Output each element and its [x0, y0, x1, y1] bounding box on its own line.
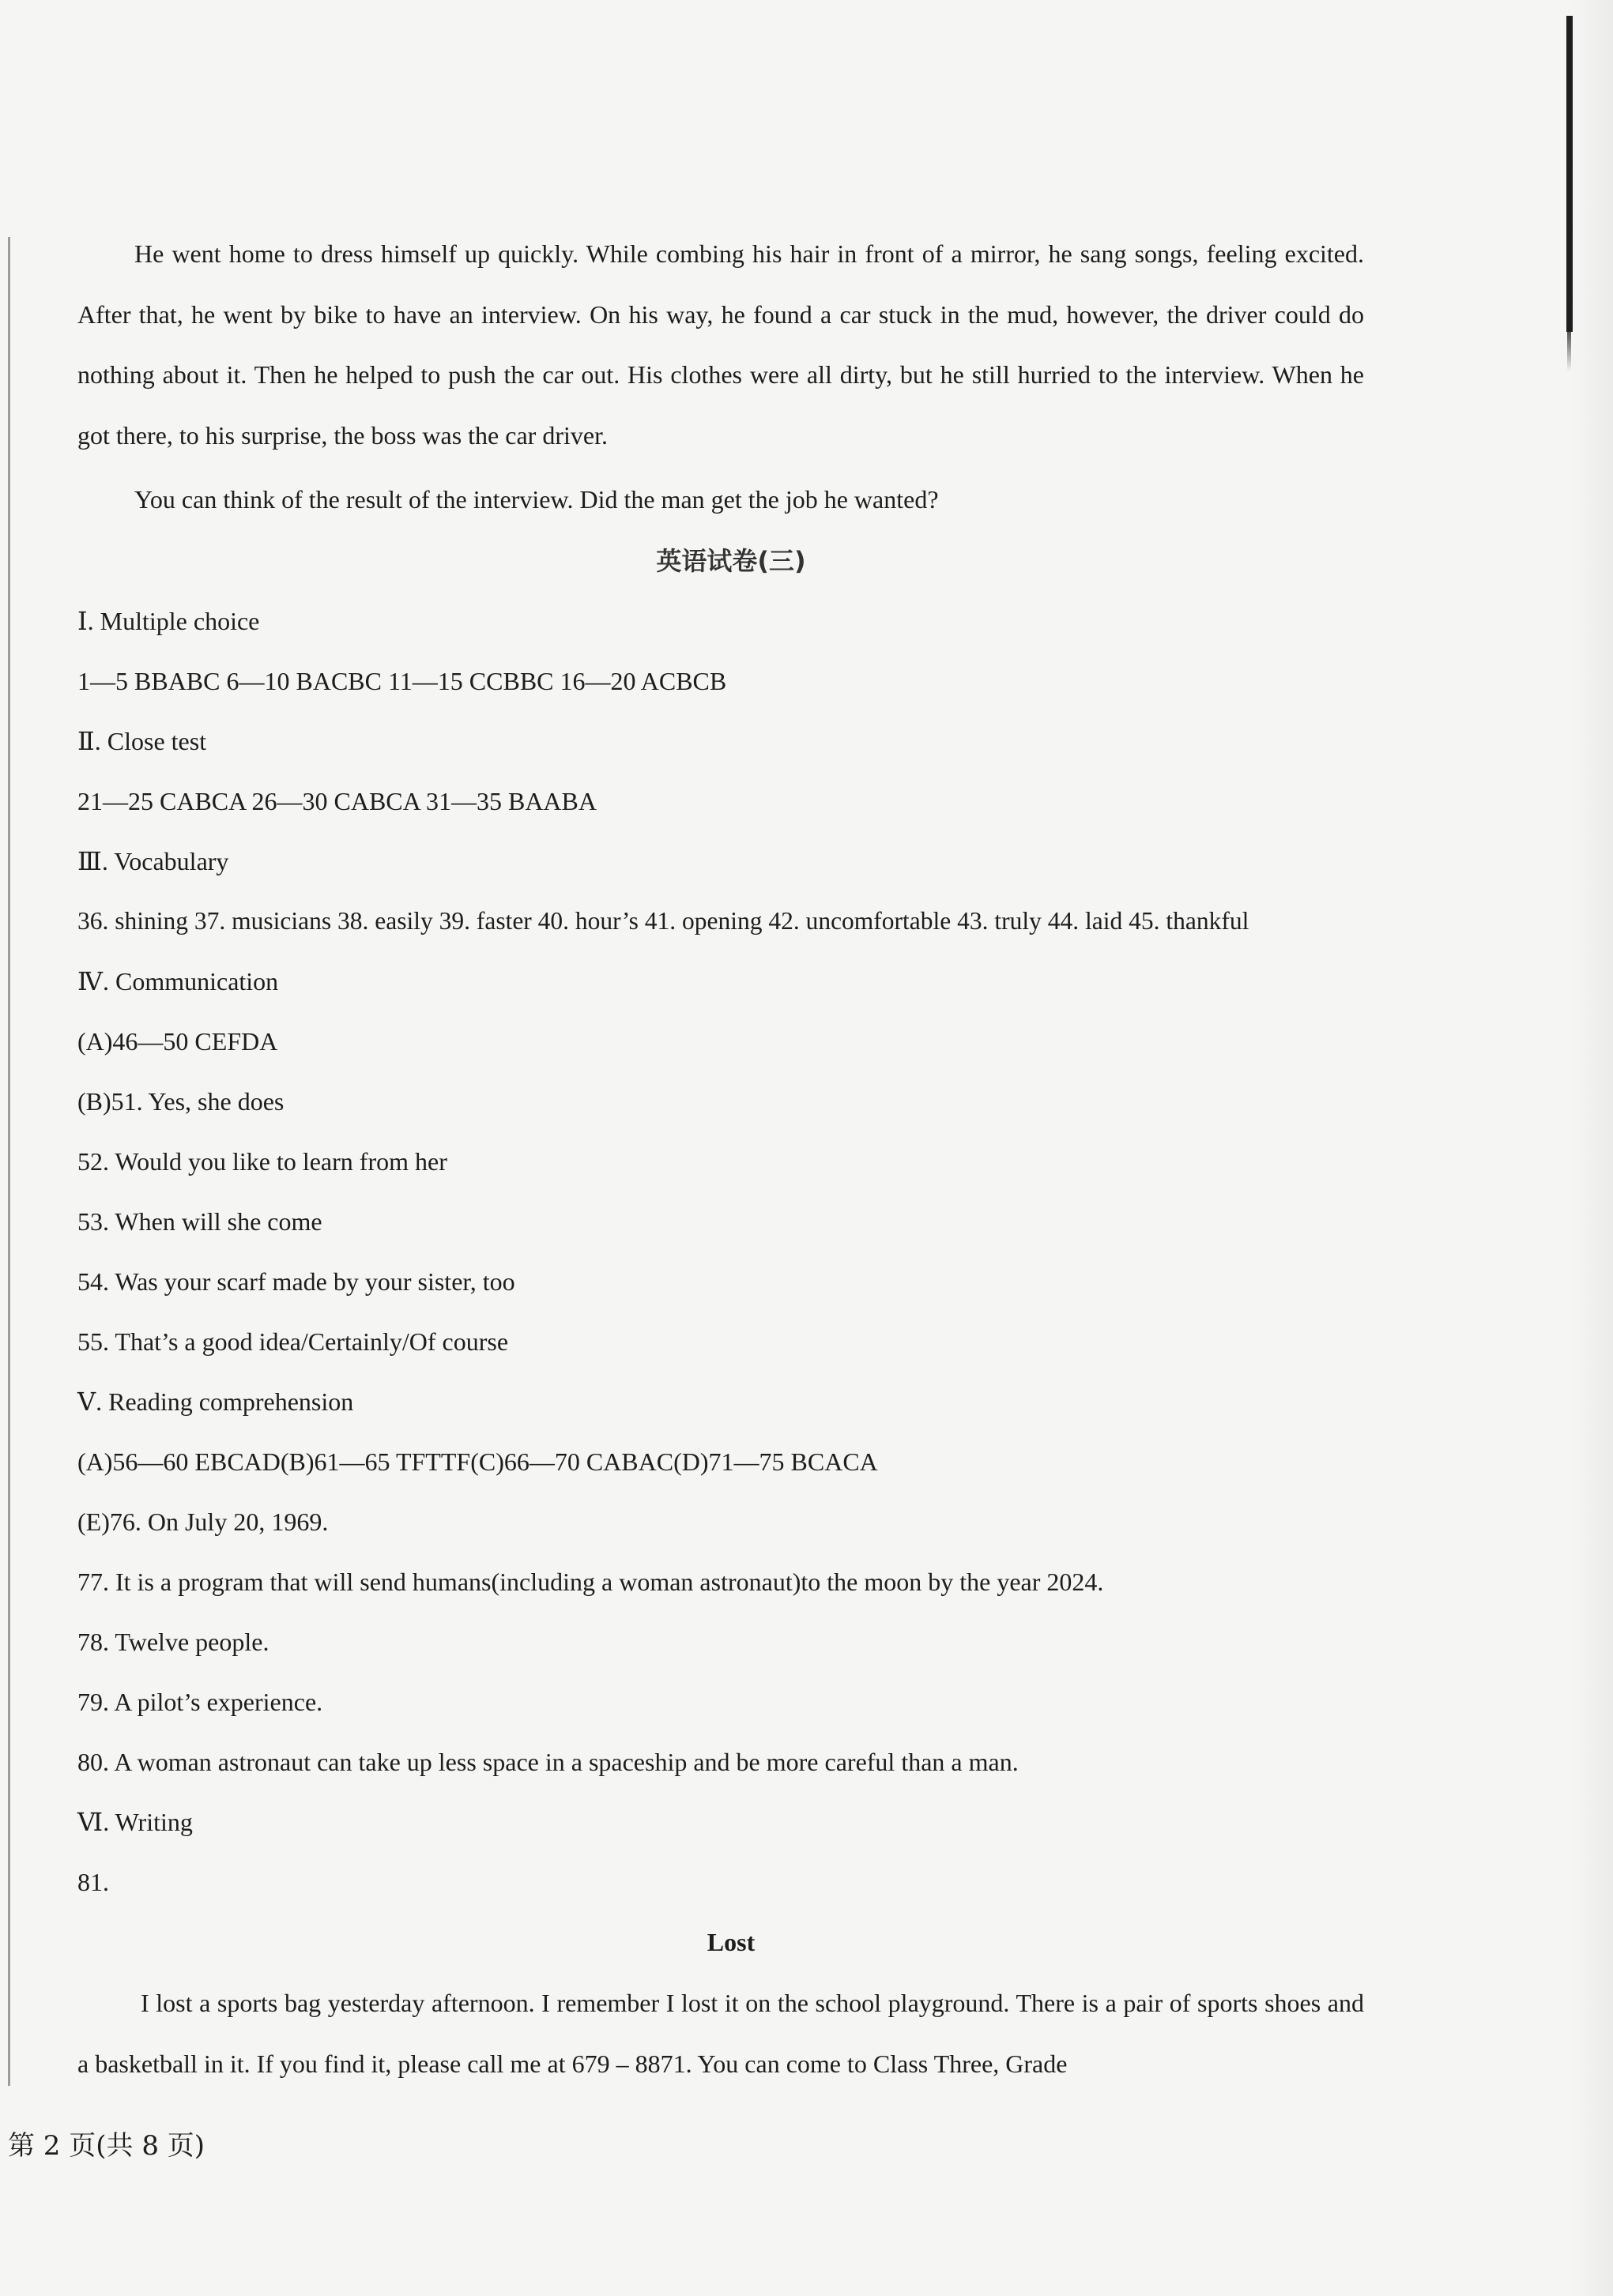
answer-line: 21—25 CABCA 26—30 CABCA 31—35 BAABA — [77, 787, 597, 815]
answer-line: 78. Twelve people. — [77, 1628, 269, 1656]
answer-line: 79. A pilot’s experience. — [77, 1688, 323, 1716]
answer-line: 81. — [77, 1868, 109, 1896]
section-heading-1: Ⅰ. Multiple choice — [77, 607, 260, 635]
answer-line: 55. That’s a good idea/Certainly/Of course — [77, 1327, 509, 1356]
answer-line: 36. shining 37. musicians 38. easily 39. faster 40. hour’s 41. opening 42. uncomfortable 43. truly 44. laid 45. thankful — [77, 907, 1249, 935]
answer-line: (E)76. On July 20, 1969. — [77, 1507, 329, 1536]
answer-line: 53. When will she come — [77, 1207, 322, 1236]
section-title: 英语试卷(三) — [656, 546, 806, 576]
answer-line: 1—5 BBABC 6—10 BACBC 11—15 CCBBC 16—20 ACBCB — [77, 667, 727, 695]
answer-line: 52. Would you like to learn from her — [77, 1147, 447, 1176]
passage-paragraph: He went home to dress himself up quickly. While combing his hair in front of a mirror, he sang songs, feeling excited. After that, he went by bike to have an interview. On his way, he found a car stuck in the mud, however, the driver could do nothing about it. Then he helped to push the car out. His clothes were all dirty, but he still hurried to the interview. When he got there, to his surprise, the boss was the car driver. — [77, 239, 1364, 450]
answer-line: (A)56—60 EBCAD(B)61—65 TFTTF(C)66—70 CABAC(D)71—75 BCACA — [77, 1447, 878, 1476]
page-footer: 第 2 页(共 8 页) — [8, 2130, 205, 2162]
section-heading-3: Ⅲ. Vocabulary — [77, 847, 229, 875]
answer-line: 77. It is a program that will send humans(including a woman astronaut)to the moon by the year 2024. — [77, 1568, 1104, 1596]
answer-line: (A)46—50 CEFDA — [77, 1027, 278, 1056]
passage-question: You can think of the result of the interview. Did the man get the job he wanted? — [134, 485, 939, 514]
essay-title: Lost — [707, 1928, 756, 1956]
answer-line: 80. A woman astronaut can take up less space in a spaceship and be more careful than a man. — [77, 1748, 1019, 1776]
essay-paragraph: I lost a sports bag yesterday afternoon. I remember I lost it on the school playground. There is a pair of sports shoes and a basketball in it. If you find it, please call me at 679 – 8871. You can come to Class Three, Grade — [77, 1989, 1364, 2078]
section-heading-6: Ⅵ. Writing — [77, 1808, 193, 1836]
answer-line: 54. Was your scarf made by your sister, too — [77, 1267, 515, 1296]
section-heading-5: Ⅴ. Reading comprehension — [77, 1387, 354, 1416]
section-heading-2: Ⅱ. Close test — [77, 727, 207, 755]
section-heading-4: Ⅳ. Communication — [77, 967, 279, 996]
answer-line: (B)51. Yes, she does — [77, 1087, 285, 1116]
